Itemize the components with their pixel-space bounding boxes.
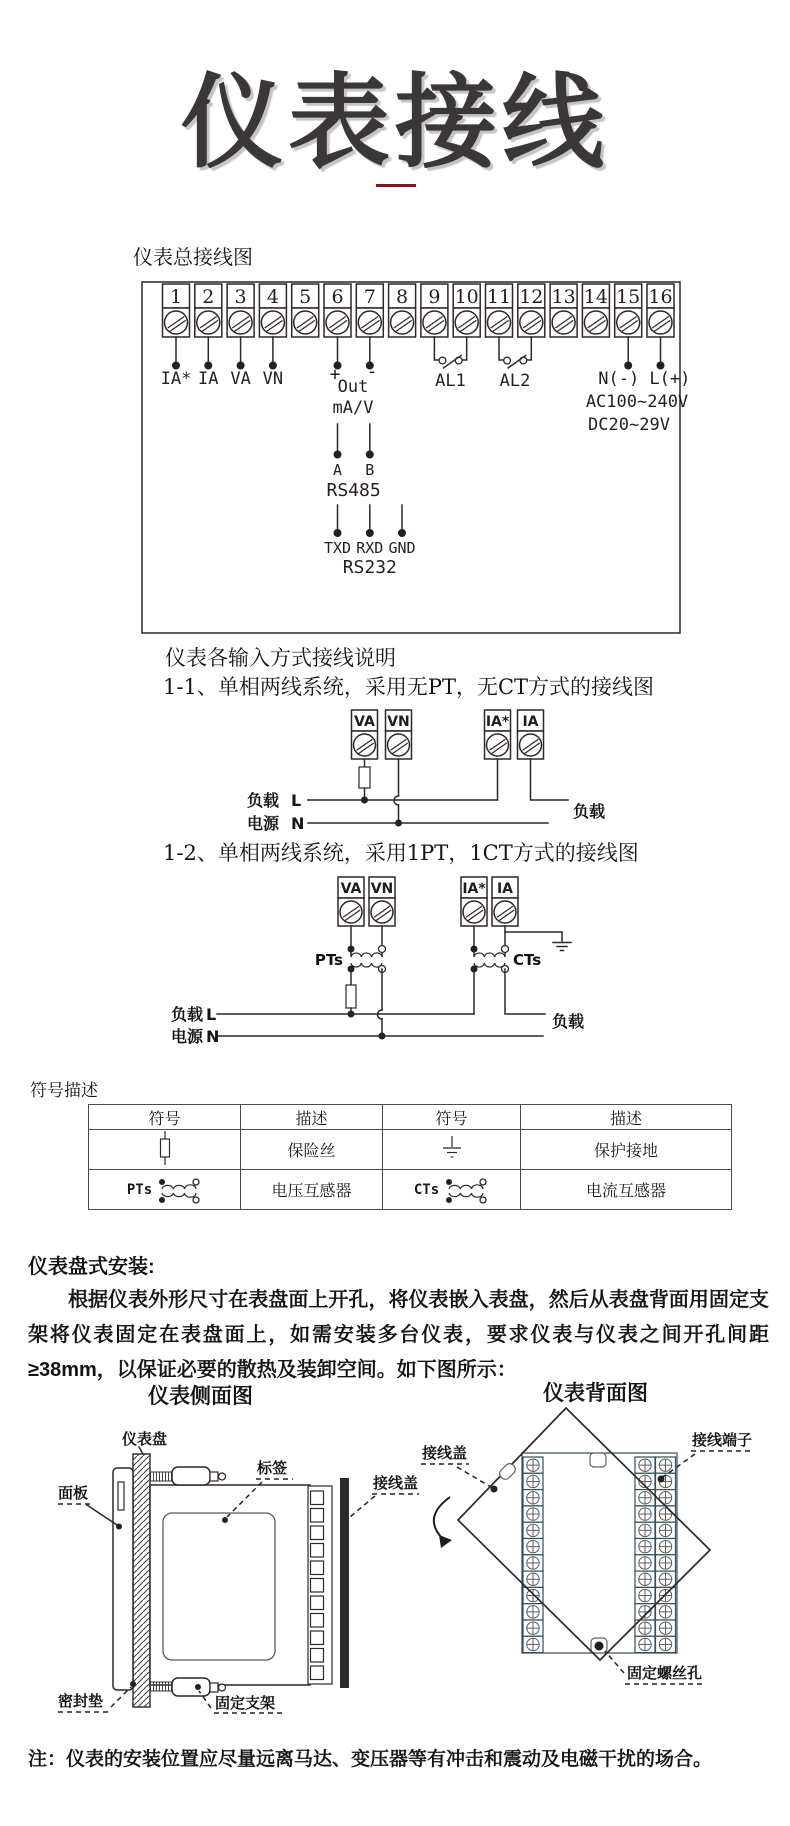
terminal-5 [292, 284, 319, 337]
label-rs485-a: A [332, 461, 343, 479]
front-panel-label: 面板 [58, 1484, 89, 1502]
label-power-ac: AC100~240V [585, 392, 689, 412]
fixing-screw [595, 1642, 604, 1651]
terminal-number: 2 [202, 286, 215, 308]
terminal-10 [453, 284, 480, 337]
label-gnd: GND [388, 539, 416, 557]
input-wiring-heading: 仪表各输入方式接线说明 [165, 646, 396, 670]
d2-line-n: N [206, 1027, 220, 1046]
symbol-cell [383, 1130, 521, 1170]
terminal [386, 710, 412, 759]
terminal-4 [259, 284, 286, 337]
fuse-icon [154, 1131, 176, 1165]
terminal-11 [486, 284, 513, 337]
ground-icon [439, 1135, 465, 1160]
label-out: Out [337, 377, 369, 397]
desc-cell: 保护接地 [521, 1130, 732, 1170]
label-ia-star: IA* [160, 369, 192, 389]
terminal [369, 877, 395, 926]
label-power-dc: DC20~29V [588, 415, 670, 435]
top-bracket [150, 1467, 226, 1485]
terminal-label: VA [354, 714, 375, 730]
d2-terminals [338, 877, 518, 926]
terminal-15 [615, 284, 642, 337]
terminal [485, 710, 511, 759]
ct-coil-icon [474, 953, 505, 957]
panel-board-label: 仪表盘 [122, 1430, 168, 1448]
side-view-diagram [35, 1420, 425, 1720]
label-va: VA [230, 369, 251, 389]
col-header: 符号 [89, 1105, 241, 1130]
d1-load-right: 负载 [573, 802, 606, 821]
d2-source: 电源 [171, 1027, 204, 1046]
fuse-icon [359, 767, 370, 788]
desc-cell: 保险丝 [241, 1130, 383, 1170]
col-header: 描述 [241, 1105, 383, 1130]
terminal-7 [356, 284, 383, 337]
symbol-cell [89, 1170, 241, 1210]
terminal-number: 8 [396, 286, 409, 308]
terminal-label: IA [522, 714, 539, 730]
rotate-arrow-icon [434, 1497, 450, 1540]
col-header: 符号 [383, 1105, 521, 1130]
d1-terminals [352, 710, 544, 759]
cover-latch [498, 1462, 518, 1482]
symbol-table-heading: 符号描述 [30, 1081, 98, 1101]
terminal-12 [518, 284, 545, 337]
terminal-number: 16 [648, 286, 673, 308]
d1-wires [247, 759, 605, 833]
label-out-minus: - [366, 361, 378, 382]
main-wiring-diagram [135, 272, 695, 644]
terminal-label: IA* [462, 881, 486, 897]
terminal-13 [550, 284, 577, 337]
fuse-icon [346, 985, 356, 1008]
terminal-number: 3 [234, 286, 247, 308]
title-divider [376, 184, 416, 187]
terminal-1 [163, 284, 190, 337]
terminal-6 [324, 284, 351, 337]
terminal-label: VN [370, 881, 394, 897]
terminal-label: 接线端子 [692, 1431, 753, 1449]
bracket-label: 固定支架 [215, 1694, 276, 1712]
terminal-16 [647, 284, 674, 337]
pt-coil-icon [156, 1173, 202, 1207]
label-sticker-label: 标签 [257, 1459, 288, 1477]
terminal-14 [582, 284, 609, 337]
label-mav: mA/V [332, 398, 374, 418]
label-rs232: RS232 [342, 557, 397, 578]
d1-line-l: L [291, 791, 302, 810]
desc-cell: 电流互感器 [521, 1170, 732, 1210]
installation-heading: 仪表盘式安装: [28, 1256, 155, 1278]
terminal-number: 9 [428, 286, 441, 308]
label-rs485: RS485 [326, 480, 381, 501]
symbol-cell [383, 1170, 521, 1210]
terminal-3 [227, 284, 254, 337]
terminal-number: 15 [616, 286, 641, 308]
terminal-label: IA [496, 881, 514, 897]
screw-hole-label: 固定螺丝孔 [627, 1664, 703, 1682]
terminal [338, 877, 364, 926]
terminal [461, 877, 487, 926]
terminal-number: 11 [486, 286, 512, 308]
diagram-1-2 [140, 870, 700, 1050]
ct-symbol-label: CTs [413, 1181, 440, 1198]
diagram1-title: 1-1、单相两线系统，采用无PT，无CT方式的接线图 [163, 675, 655, 699]
diagram2-title: 1-2、单相两线系统，采用1PT，1CT方式的接线图 [163, 841, 639, 865]
d2-line-l: L [206, 1005, 217, 1024]
top-notch [590, 1453, 606, 1467]
d2-ct-label: CTs [513, 951, 542, 969]
terminal-label: IA* [485, 714, 510, 730]
terminal [352, 710, 378, 759]
pt-coil-icon [351, 953, 382, 957]
terminal-number: 10 [454, 286, 479, 308]
terminal-number: 6 [331, 286, 344, 308]
label-out-plus: + [329, 364, 341, 385]
back-view-title: 仪表背面图 [543, 1380, 648, 1405]
terminal-number: 13 [551, 286, 576, 308]
terminal [518, 710, 544, 759]
label-plate [163, 1513, 275, 1660]
wiring-cover-label: 接线盖 [422, 1444, 468, 1462]
terminal-number: 14 [583, 286, 608, 308]
side-view-title: 仪表侧面图 [148, 1383, 253, 1408]
label-txd: TXD [323, 539, 352, 557]
terminal-number: 1 [169, 286, 183, 308]
panel-board-wall [133, 1454, 150, 1707]
d1-source: 电源 [247, 814, 280, 833]
terminal-number: 4 [266, 286, 279, 308]
terminal-number: 7 [363, 286, 376, 308]
terminal-number: 5 [299, 286, 312, 308]
label-rs485-b: B [365, 461, 375, 479]
terminal-2 [195, 284, 222, 337]
terminal-label: VA [340, 881, 362, 897]
wiring-cover-bar [340, 1478, 349, 1688]
bottom-note: 注：仪表的安装位置应尽量远离马达、变压器等有冲击和震动及电磁干扰的场合。 [28, 1749, 713, 1770]
installation-body: 根据仪表外形尺寸在表盘面上开孔，将仪表嵌入表盘，然后从表盘背面用固定支架将仪表固定在表盘面上，如需安装多台仪表，要求仪表与仪表之间开孔间距≥38mm，以保证必要的散热及装卸空间。如下图所示： [28, 1289, 769, 1381]
d2-load-left: 负载 [171, 1005, 204, 1024]
gasket-label: 密封垫 [58, 1692, 104, 1710]
pt-symbol-label: PTs [126, 1181, 153, 1198]
terminal-9 [421, 284, 448, 337]
label-ia: IA [198, 369, 219, 389]
terminal-number: 12 [519, 286, 544, 308]
symbol-table [88, 1104, 732, 1210]
ground-icon [505, 932, 571, 951]
d1-load-left: 负载 [247, 791, 280, 810]
d2-load-right: 负载 [552, 1012, 585, 1031]
label-vn: VN [262, 369, 284, 389]
diagram-1-1 [180, 705, 700, 845]
label-al1: AL1 [435, 371, 466, 391]
symbol-cell [89, 1130, 241, 1170]
back-view-diagram [395, 1400, 780, 1700]
main-diagram-heading: 仪表总接线图 [133, 245, 253, 269]
label-rxd: RXD [356, 539, 384, 557]
d1-line-n: N [291, 814, 305, 833]
wiring-cover-label: 接线盖 [373, 1474, 419, 1492]
page-title: 仪表接线 [181, 64, 609, 183]
label-al2: AL2 [499, 371, 531, 391]
terminal-label: VN [387, 714, 410, 730]
terminal-strip-cells [311, 1491, 324, 1680]
label-power-nl: N(-) L(+) [598, 369, 691, 389]
d2-pt-label: PTs [314, 951, 343, 969]
terminal [492, 877, 518, 926]
desc-cell: 电压互感器 [241, 1170, 383, 1210]
ct-coil-icon [443, 1173, 489, 1207]
col-header: 描述 [521, 1105, 732, 1130]
terminal-8 [389, 284, 416, 337]
d2-wires [171, 926, 584, 1046]
